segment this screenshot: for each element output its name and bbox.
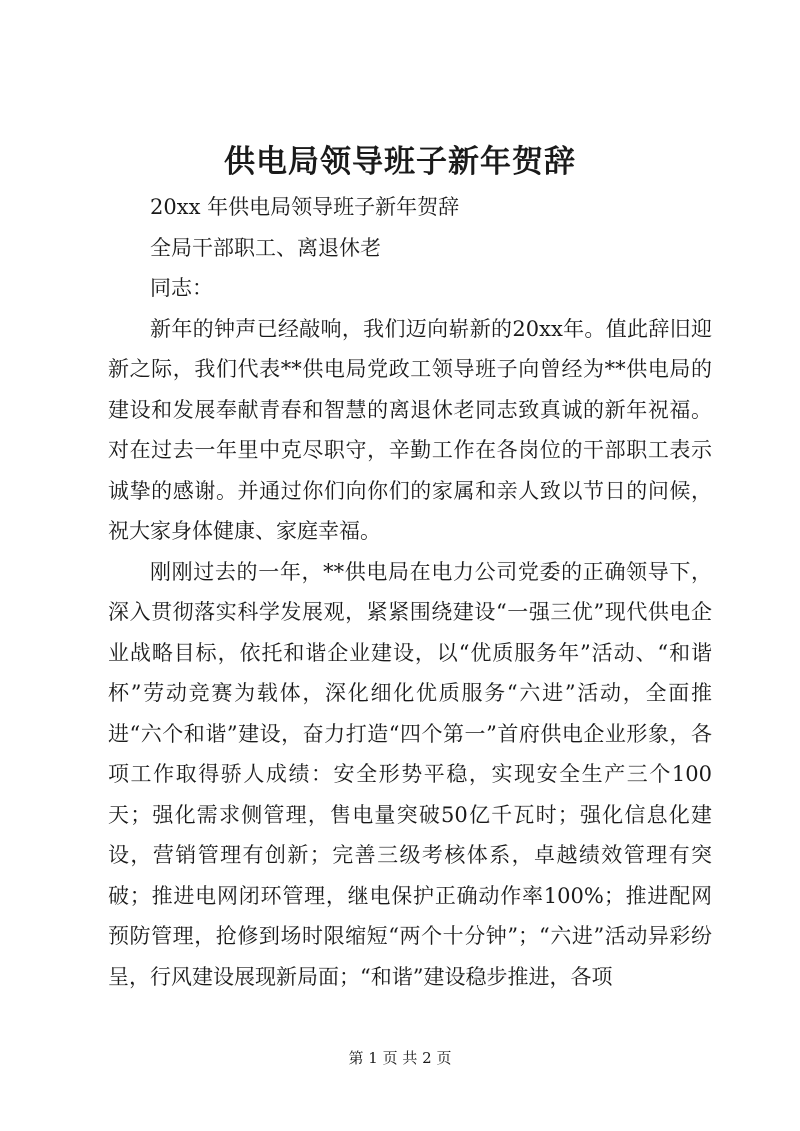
document-body — [108, 187, 712, 997]
subtitle-line: 20xx 年供电局领导班子新年贺辞 — [150, 195, 460, 219]
salutation-line: 全局干部职工、离退休老 — [150, 235, 381, 260]
page-number: 第 1 页 共 2 页 — [348, 1049, 452, 1067]
paragraph-greeting: 新年的钟声已经敲响，我们迈向崭新的20xx年。值此辞旧迎新之际，我们代表**供电局党政工领导班子向曾经为**供电局的建设和发展奉献青春和智慧的离退休老同志致真诚的新年祝福。对在过去一年里中克尽职守，辛勤工作在各岗位的干部职工表示诚挚的感谢。并通过你们向你们的家属和亲人致以节日的问候，祝大家身体健康、家庭幸福。 — [108, 316, 712, 543]
salutation-suffix: 同志： — [150, 276, 213, 300]
paragraph-review: 刚刚过去的一年，**供电局在电力公司党委的正确领导下，深入贯彻落实科学发展观，紧紧围绕建设“一强三优”现代供电企业战略目标，依托和谐企业建设，以“优质服务年”活动、“和谐杯”劳动竞赛为载体，深化细化优质服务“六进”活动，全面推进“六个和谐”建设，奋力打造“四个第一”首府供电企业形象，各项工作取得骄人成绩：安全形势平稳，实现安全生产三个100天；强化需求侧管理，售电量突破50亿千瓦时；强化信息化建设，营销管理有创新；完善三级考核体系，卓越绩效管理有突破；推进电网闭环管理，继电保护正确动作率100%；推进配网预防管理，抢修到场时限缩短“两个十分钟”；“六进”活动异彩纷呈，行风建设展现新局面；“和谐”建设稳步推进，各项 — [108, 559, 712, 989]
document-title: 供电局领导班子新年贺辞 — [224, 144, 576, 180]
